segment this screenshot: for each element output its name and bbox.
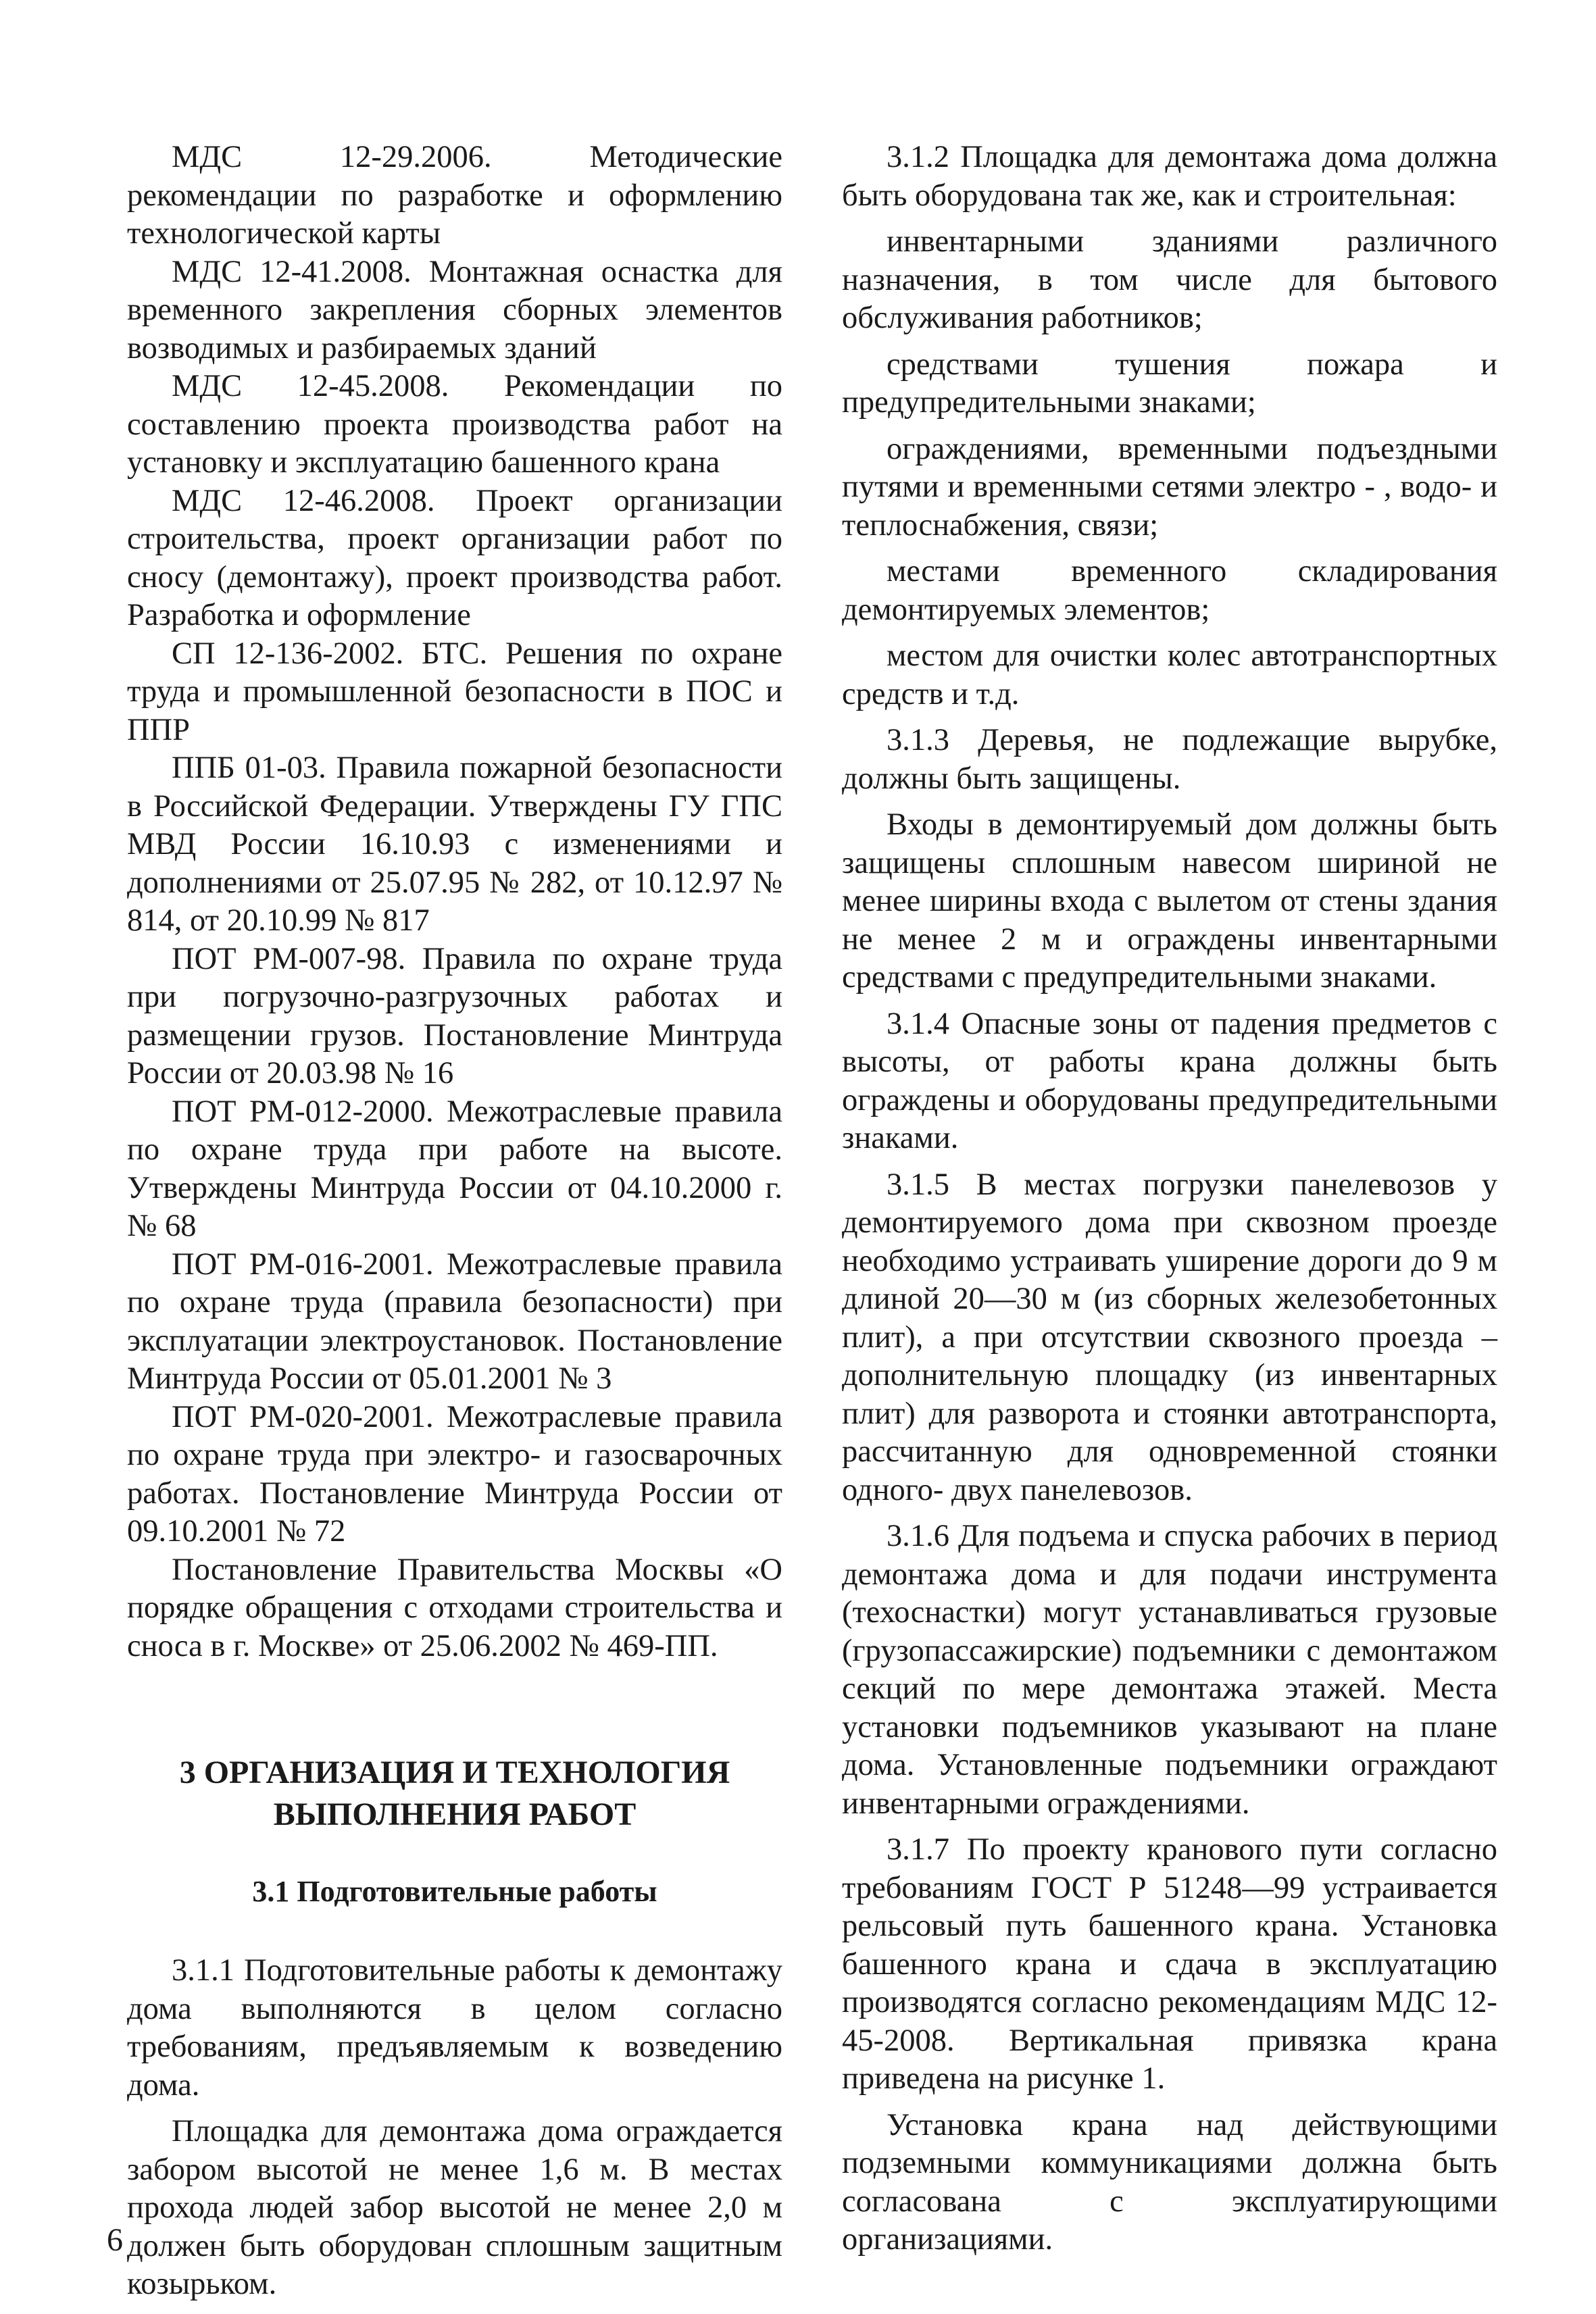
reference-item: ПОТ РМ-020-2001. Межотраслевые правила по охране труда при электро- и газосварочных работах. Постановление Минтруда России от 09.10.2001 № 72 (127, 1399, 782, 1549)
paragraph: Установка крана над действующими подземными коммуникациями должна быть согласована с эксплуатирующими организациями. (842, 2107, 1497, 2257)
list-item: инвентарными зданиями различного назначения, в том числе для бытового обслуживания работников; (842, 224, 1497, 335)
paragraph: 3.1.7 По проекту кранового пути согласно требованиям ГОСТ Р 51248—99 устраивается рельсовый путь башенного крана. Установка башенного крана и сдача в эксплуатацию производятся согласно рекомендациям МДС 12-45-2008. Вертикальная привязка крана приведена на рисунке 1. (842, 1832, 1497, 2096)
paragraph: 3.1.3 Деревья, не подлежащие вырубке, должны быть защищены. (842, 723, 1497, 796)
right-column (842, 139, 1497, 2259)
reference-item: ППБ 01-03. Правила пожарной безопасности в Российской Федерации. Утверждены ГУ ГПС МВД России 16.10.93 с изменениями и дополнениями от 25.07.95 № 282, от 10.12.97 № 814, от 20.10.99 № 817 (127, 751, 782, 938)
list-item: ограждениями, временными подъездными путями и временными сетями электро - , водо- и теплоснабжения, связи; (842, 431, 1497, 543)
paragraph: 3.1.5 В местах погрузки панелевозов у демонтируемого дома при сквозном проезде необходимо устраивать уширение дороги до 9 м длиной 20—30 м (из сборных железобетонных плит), а при отсутствии сквозного проезда – дополнительную площадку (из инвентарных плит) для разворота и стоянки автотранспорта, рассчитанную для одновременной стоянки одного- двух панелевозов. (842, 1167, 1497, 1507)
paragraph: 3.1.2 Площадка для демонтажа дома должна быть оборудована так же, как и строительная: (842, 140, 1497, 213)
section-heading: 3 ОРГАНИЗАЦИЯ И ТЕХНОЛОГИЯ ВЫПОЛНЕНИЯ РАБОТ (179, 1755, 730, 1832)
list-item: местом для очистки колес автотранспортных средств и т.д. (842, 638, 1497, 711)
paragraph: 3.1.4 Опасные зоны от падения предметов с высоты, от работы крана должны быть ограждены и оборудованы предупредительными знаками. (842, 1006, 1497, 1155)
paragraph: 3.1.6 Для подъема и спуска рабочих в период демонтажа дома и для подачи инструмента (техоснастки) могут устанавливаться грузовые (грузопассажирские) подъемники с демонтажом секций по мере демонтажа этажей. Места установки подъемников указывают на плане дома. Установленные подъемники ограждают инвентарными ограждениями. (842, 1519, 1497, 1821)
reference-item: ПОТ РМ-012-2000. Межотраслевые правила по охране труда при работе на высоте. Утверждены Минтруда России от 04.10.2000 г. № 68 (127, 1094, 782, 1243)
reference-item: ПОТ РМ-016-2001. Межотраслевые правила по охране труда (правила безопасности) при эксплуатации электроустановок. Постановление Минтруда России от 05.01.2001 № 3 (127, 1247, 782, 1396)
reference-item: МДС 12-41.2008. Монтажная оснастка для временного закрепления сборных элементов возводимых и разбираемых зданий (127, 254, 782, 366)
page-number: 6 (107, 2222, 123, 2258)
reference-item: Постановление Правительства Москвы «О порядке обращения с отходами строительства и сноса в г. Москве» от 25.06.2002 № 469-ПП. (127, 1552, 782, 1663)
left-column (127, 139, 782, 2304)
list-item: средствами тушения пожара и предупредительными знаками; (842, 347, 1497, 420)
paragraph: 3.1.1 Подготовительные работы к демонтажу дома выполняются в целом согласно требованиям, предъявляемым к возведению дома. (127, 1953, 782, 2103)
reference-item: МДС 12-46.2008. Проект организации строительства, проект организации работ по сносу (демонтажу), проект производства работ. Разработка и оформление (127, 483, 782, 632)
reference-item: ПОТ РМ-007-98. Правила по охране труда при погрузочно-разгрузочных работах и размещении грузов. Постановление Минтруда России от 20.03.98 № 16 (127, 941, 782, 1090)
reference-item: МДС 12-45.2008. Рекомендации по составлению проекта производства работ на установку и эксплуатацию башенного крана (127, 369, 782, 480)
paragraph: Входы в демонтируемый дом должны быть защищены сплошным навесом шириной не менее ширины входа с вылетом от стены здания не менее 2 м и ограждены инвентарными средствами с предупредительными знаками. (842, 807, 1497, 995)
subsection-heading: 3.1 Подготовительные работы (252, 1875, 657, 1908)
list-item: местами временного складирования демонтируемых элементов; (842, 554, 1497, 627)
reference-item: МДС 12-29.2006. Методические рекомендации по разработке и оформлению технологической карты (127, 140, 782, 251)
paragraph: Площадка для демонтажа дома ограждается забором высотой не менее 1,6 м. В местах прохода людей забор высотой не менее 2,0 м должен быть оборудован сплошным защитным козырьком. (127, 2114, 782, 2301)
reference-item: СП 12-136-2002. БТС. Решения по охране труда и промышленной безопасности в ПОС и ППР (127, 636, 782, 747)
